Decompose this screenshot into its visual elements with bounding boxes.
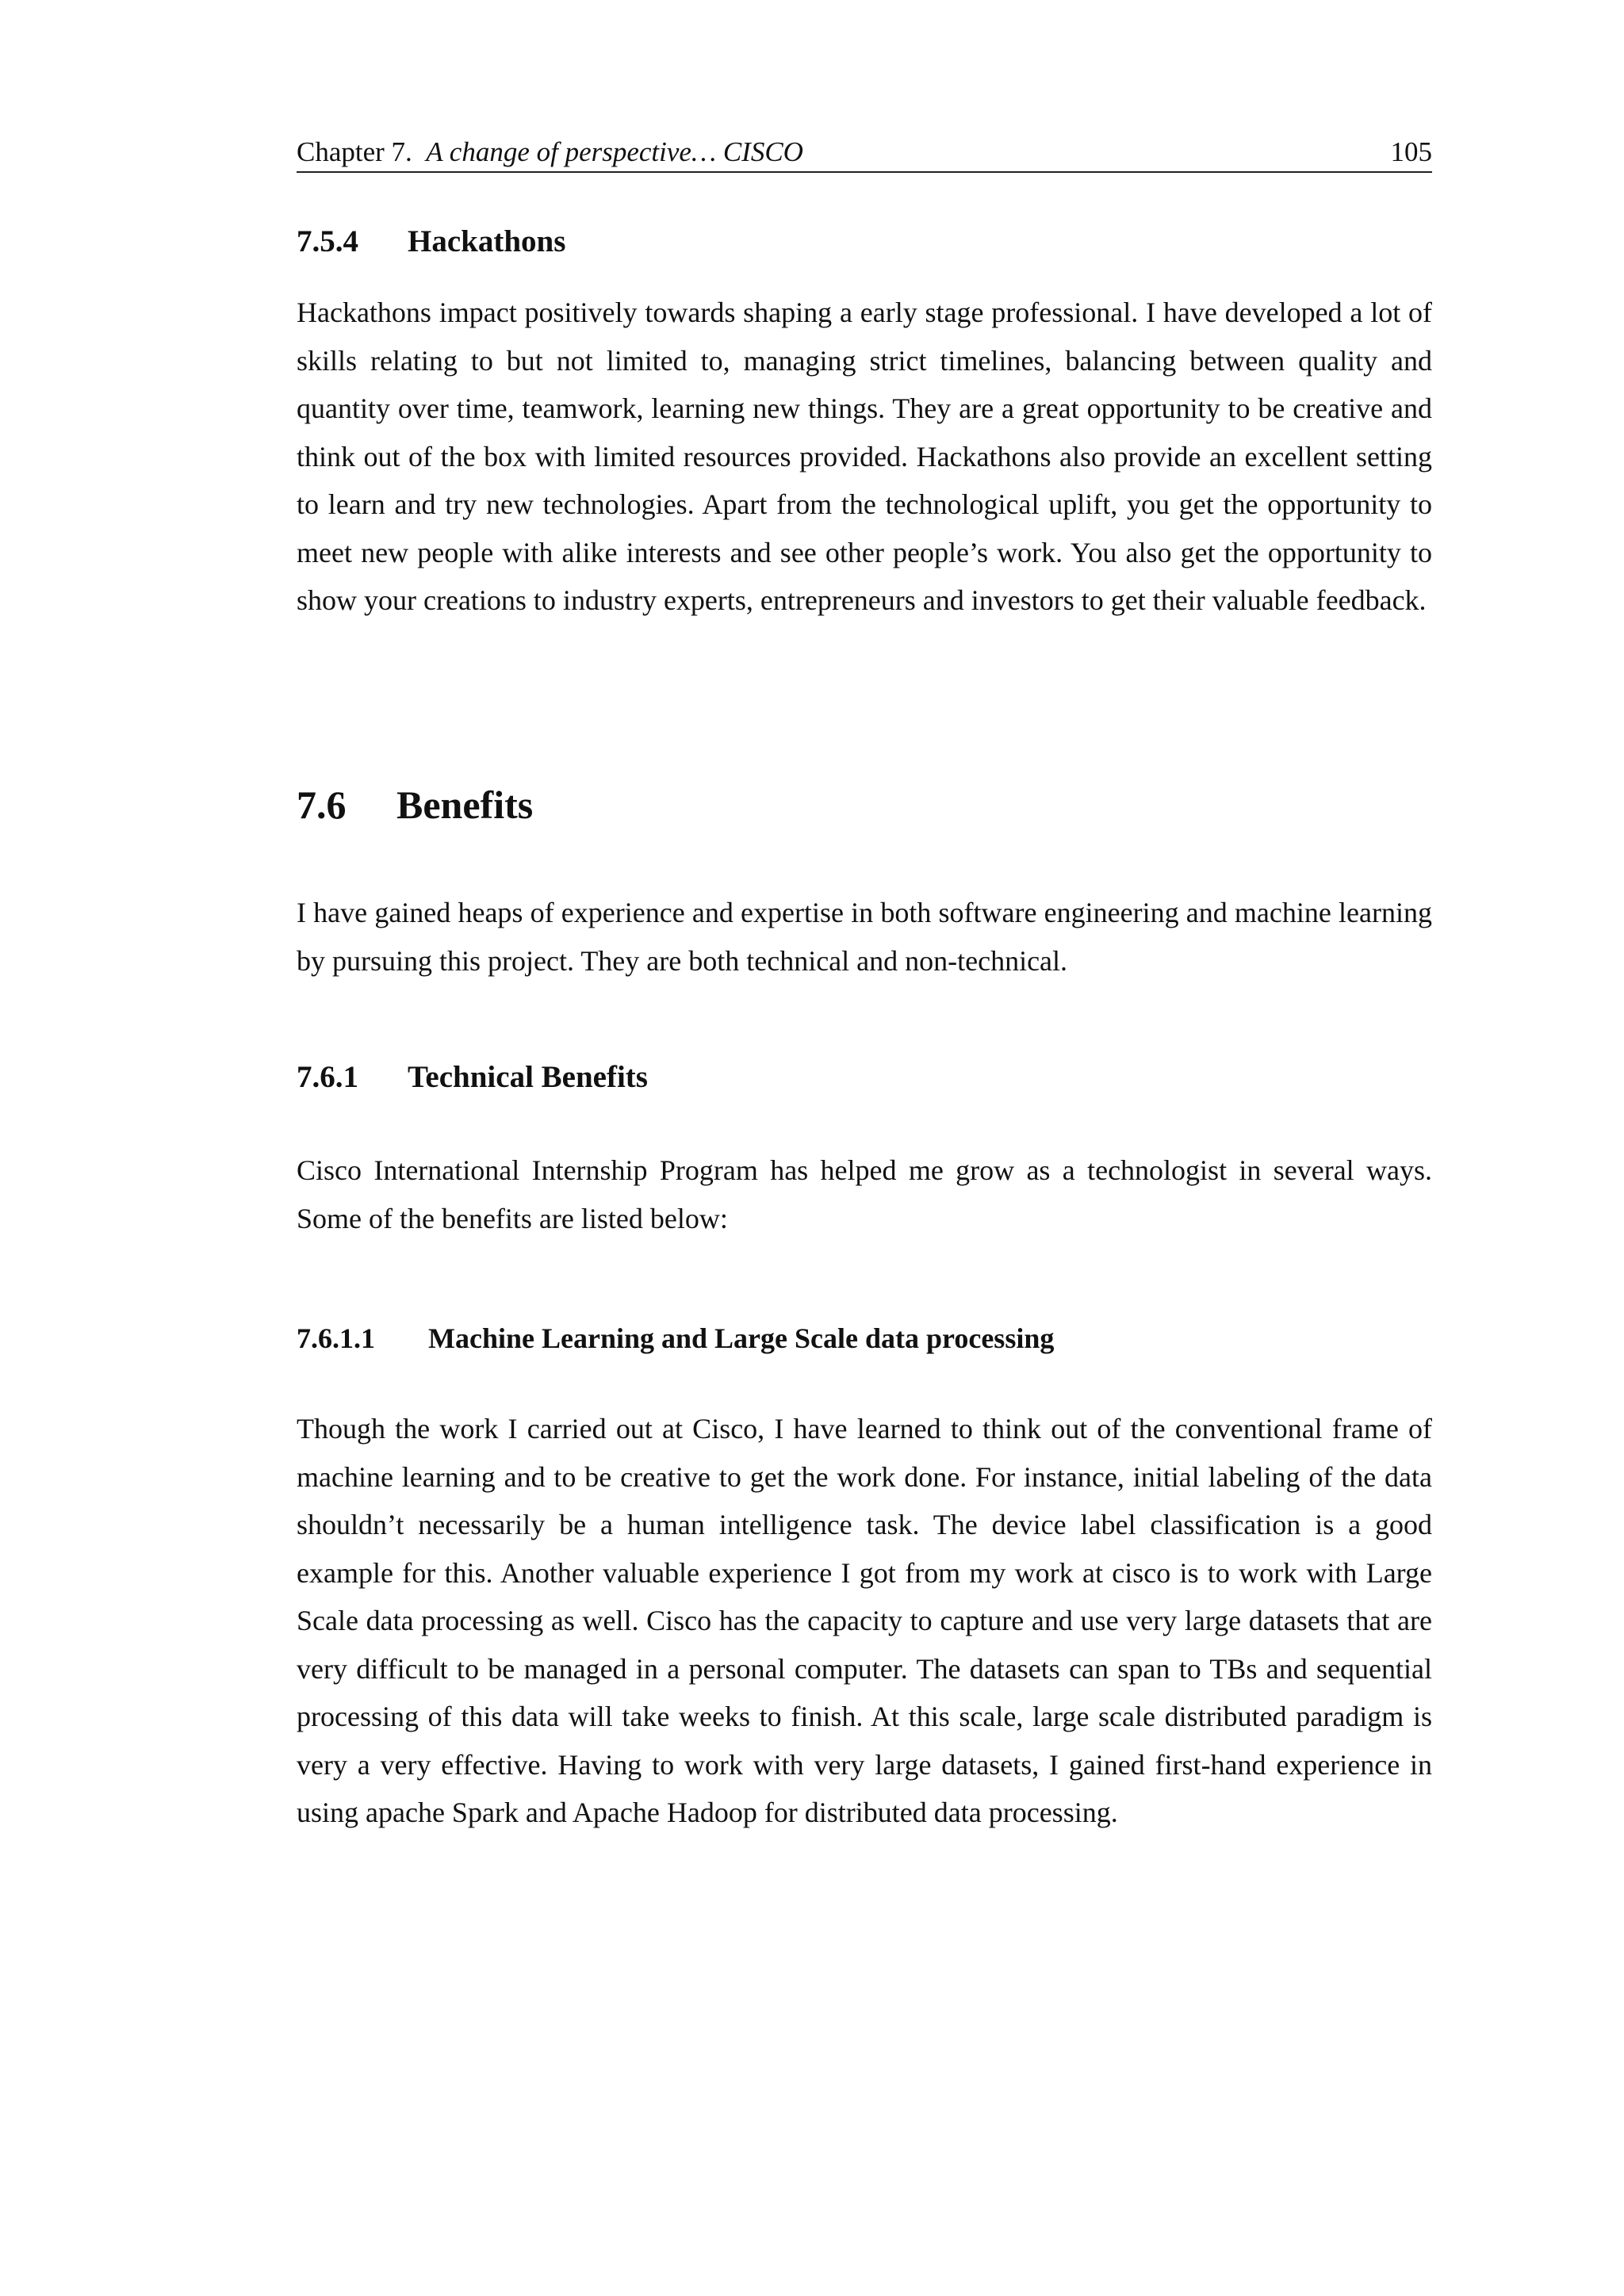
section-heading-ml-large-scale <box>297 1320 1054 1357</box>
section-number: 7.6.1 <box>297 1060 358 1094</box>
chapter-reference <box>297 133 803 171</box>
section-title: Technical Benefits <box>408 1060 648 1094</box>
section-heading-technical-benefits <box>297 1058 648 1096</box>
section-heading-benefits <box>297 781 533 828</box>
section-heading-hackathons <box>297 223 565 261</box>
section-number: 7.6 <box>297 783 347 827</box>
chapter-title: A change of perspective… CISCO <box>426 136 803 167</box>
paragraph-technical-benefits: Cisco International Internship Program has helped me grow as a technologist in several ways. Some of the benefits are listed below: <box>297 1154 1432 1234</box>
chapter-label: Chapter 7. <box>297 136 412 167</box>
section-title: Hackathons <box>408 224 566 258</box>
paragraph-benefits: I have gained heaps of experience and expertise in both software engineering and machine learning by pursuing this project. They are both technical and non-technical. <box>297 897 1432 977</box>
section-number: 7.6.1.1 <box>297 1322 375 1354</box>
paragraph-hackathons: Hackathons impact positively towards shaping a early stage professional. I have developed a lot of skills relating to but not limited to, managing strict timelines, balancing between quality and quantity over time, teamwork, learning new things. They are a great opportunity to be creative and think out of the box with limited resources provided. Hackathons also provide an excellent setting to learn and try new technologies. Apart from the technological uplift, you get the opportunity to meet new people with alike interests and see other people’s work. You also get the opportunity to show your creations to industry experts, entrepreneurs and investors to get their valuable feedback. <box>297 297 1432 616</box>
section-title: Machine Learning and Large Scale data processing <box>428 1322 1055 1354</box>
running-header <box>297 133 1432 173</box>
section-title: Benefits <box>396 783 534 827</box>
paragraph-ml-large-scale: Though the work I carried out at Cisco, I have learned to think out of the conventional frame of machine learning and to be creative to get the work done. For instance, initial labeling of the data shouldn’t necessarily be a human intelligence task. The device label classification is a good example for this. Another valuable experience I got from my work at cisco is to work with Large Scale data processing as well. Cisco has the capacity to capture and use very large datasets that are very difficult to be managed in a personal computer. The datasets can span to TBs and sequential processing of this data will take weeks to finish. At this scale, large scale distributed paradigm is very a very effective. Having to work with very large datasets, I gained first-hand experience in using apache Spark and Apache Hadoop for distributed data processing. <box>297 1413 1432 1828</box>
page-number: 105 <box>1390 136 1432 167</box>
section-number: 7.5.4 <box>297 224 358 258</box>
